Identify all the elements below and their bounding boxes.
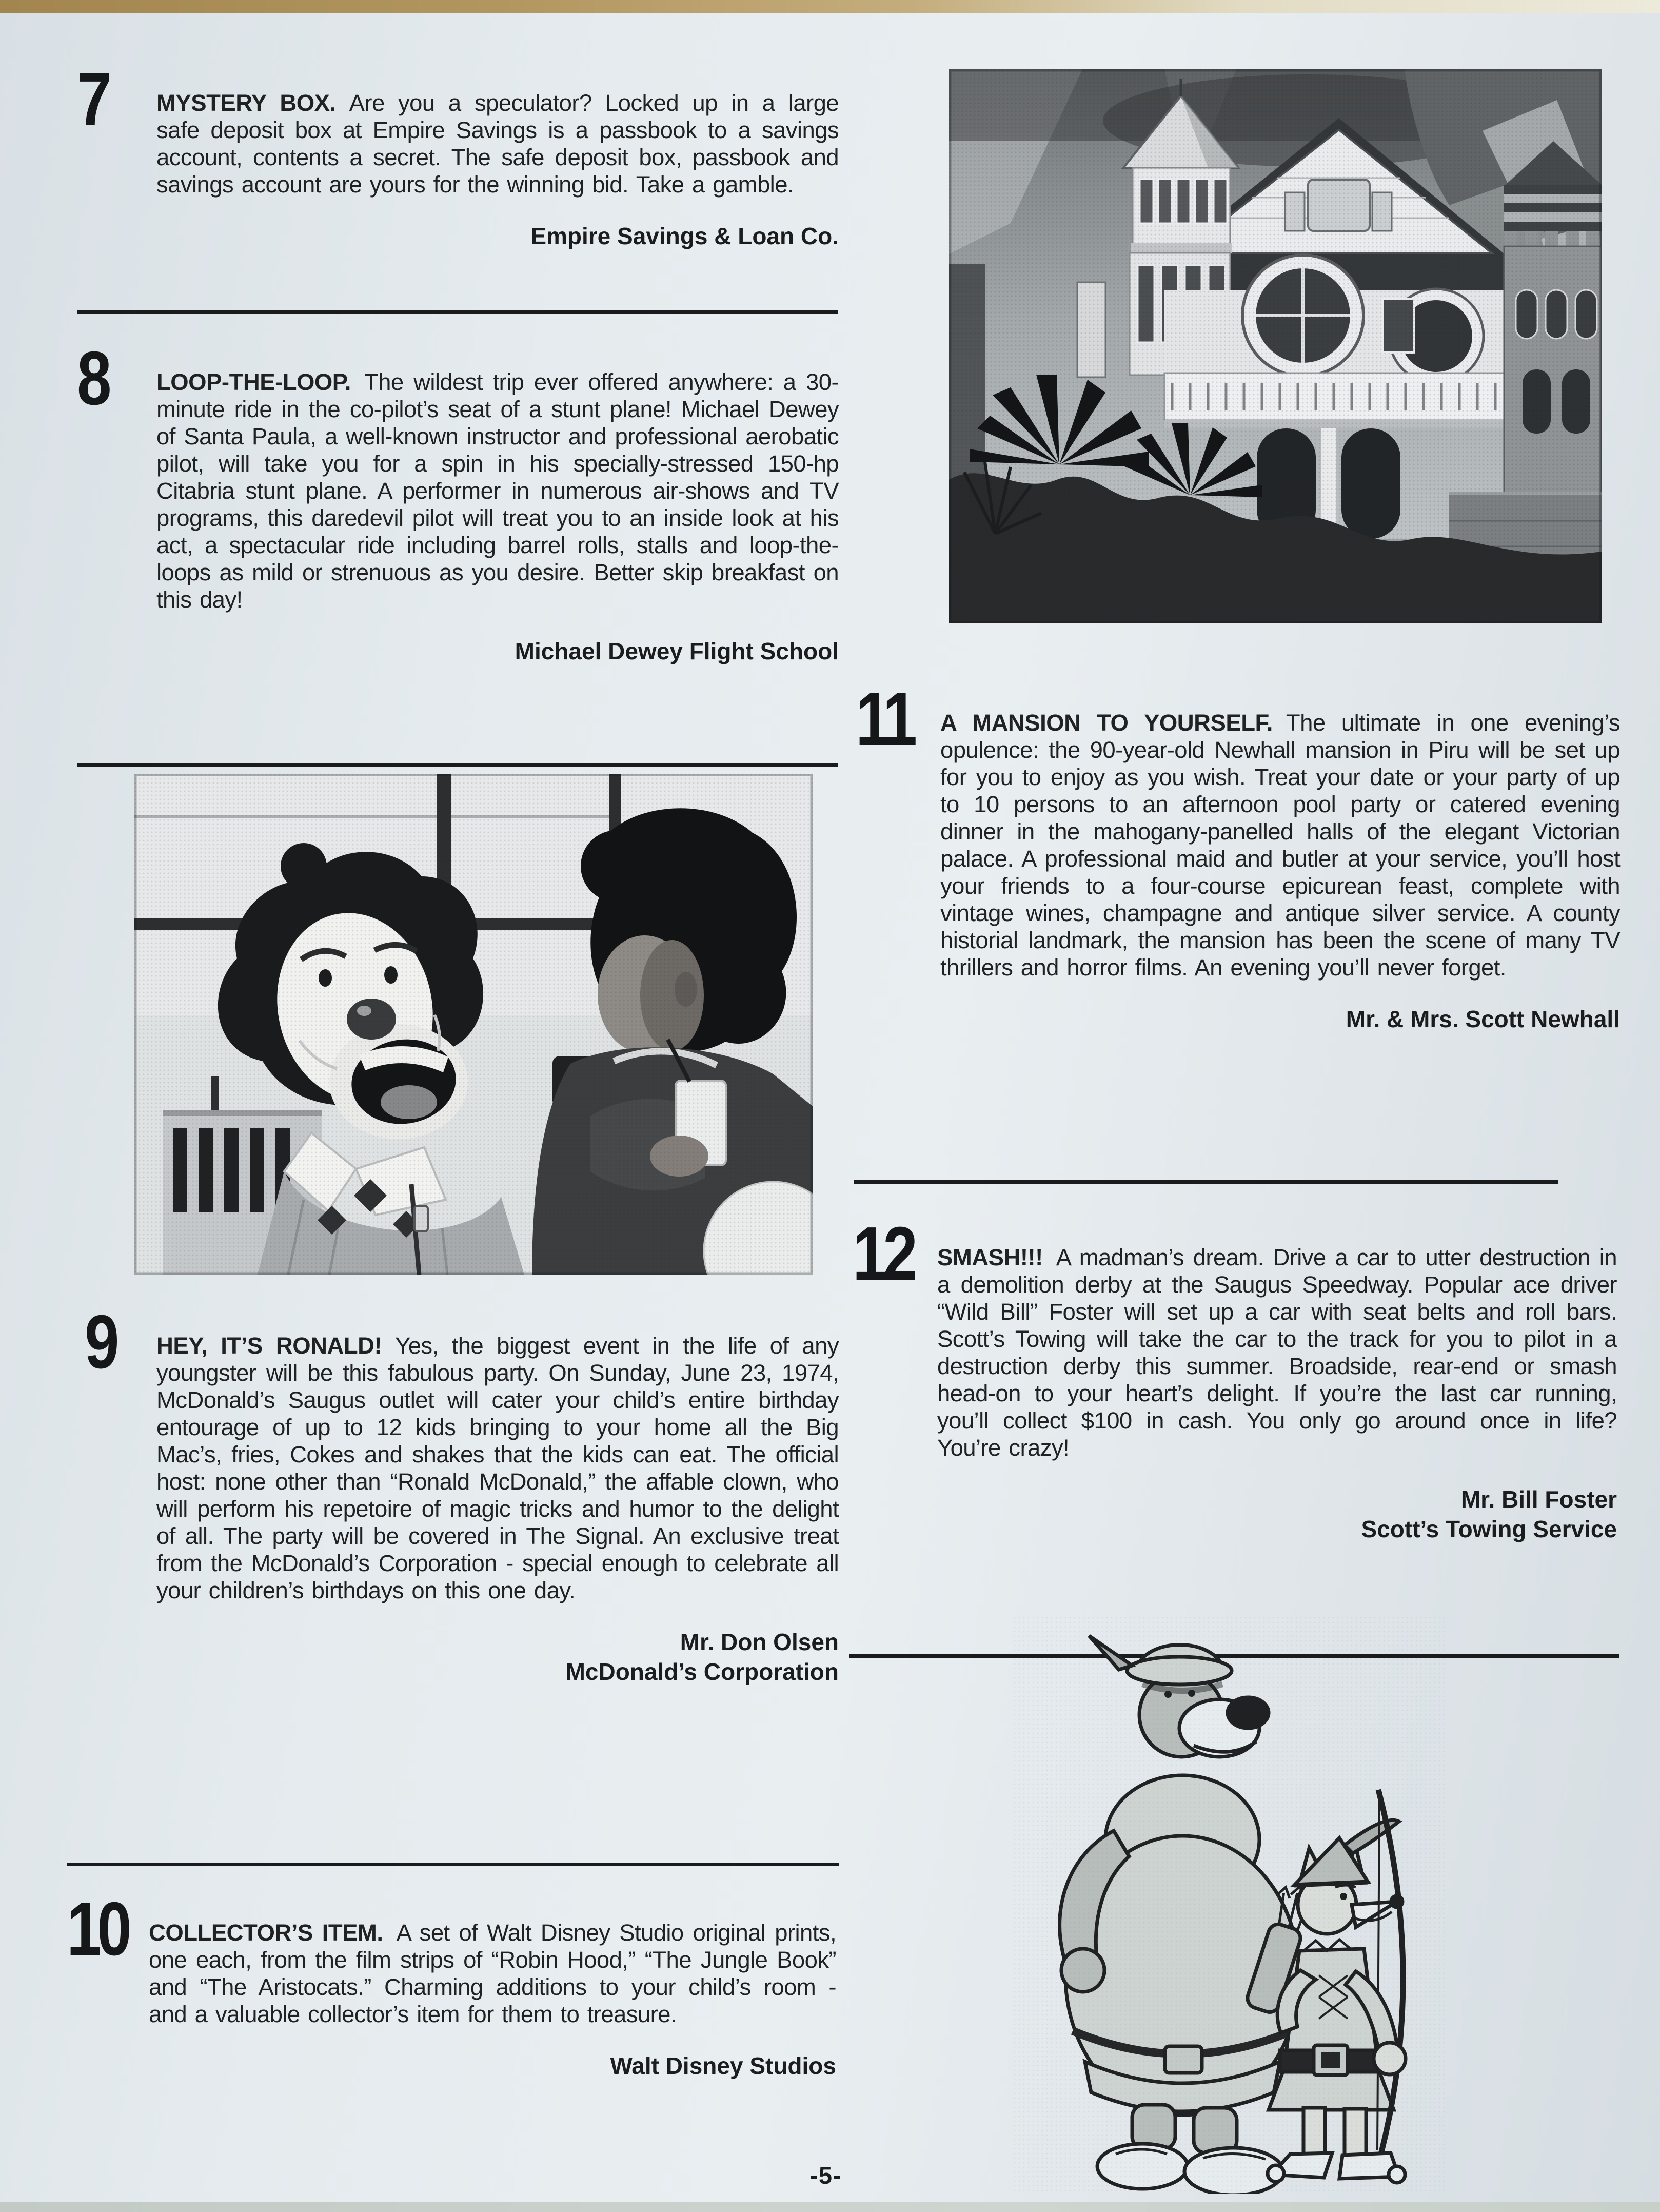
listing-10 <box>67 1887 839 2081</box>
listing-signature <box>937 1484 1643 1544</box>
signature-line: Scott’s Towing Service <box>1361 1516 1617 1542</box>
signature-line: Mr. Bill Foster <box>1460 1486 1617 1513</box>
listing-text <box>940 709 1620 981</box>
listing-text <box>156 89 839 198</box>
listing-body: The ultimate in one evening’s opulence: the 90-year-old Newhall mansion in Piru will be set up for you to enjoy as you wish. Treat your date or your party of up to 10 persons to an afternoon pool party or catered evening dinner in the mahogany-panelled halls of the elegant Victorian palace. A professional maid and butler at your service, you’ll host your friends to a four-course epicurean feast, complete with vintage wines, champagne and antique silver service. A county historial landmark, the mansion has been the scene of many TV thrillers and horror films. An evening you’ll never forget. <box>940 709 1620 981</box>
listing-title: COLLECTOR’S ITEM. <box>149 1919 383 1946</box>
page-number: -5- <box>809 2162 842 2189</box>
clown-photo <box>134 774 813 1275</box>
listing-number: 10 <box>67 1887 128 1971</box>
listing-12 <box>853 1211 1619 1544</box>
signature-line: Mr. Don Olsen <box>680 1629 839 1655</box>
listing-signature: Michael Dewey Flight School <box>515 638 839 664</box>
listing-body: Are you a speculator? Locked up in a large safe deposit box at Empire Savings is a passbook to a savings account, contents a secret. The safe deposit box, passbook and savings account are yours for the winning bid. Take a gamble. <box>156 89 839 198</box>
listing-title: SMASH!!! <box>937 1244 1043 1270</box>
divider-rule <box>77 310 838 314</box>
listing-number: 8 <box>77 336 108 421</box>
divider-rule <box>854 1180 1558 1184</box>
listing-number: 9 <box>85 1300 115 1384</box>
halftone-overlay <box>1013 1616 1447 2194</box>
listing-number: 12 <box>853 1211 914 1296</box>
halftone-overlay <box>134 774 813 1275</box>
listing-signature <box>156 1627 852 1687</box>
listing-signature: Walt Disney Studios <box>610 2052 836 2079</box>
listing-number: 11 <box>856 677 913 761</box>
listing-text <box>149 1919 836 2028</box>
divider-rule <box>77 763 838 767</box>
mansion-photo <box>949 69 1602 623</box>
listing-11 <box>856 677 1620 1034</box>
listing-9 <box>77 1300 839 1687</box>
listing-title: A MANSION TO YOURSELF. <box>940 709 1273 736</box>
listing-body: A set of Walt Disney Studio original prints, one each, from the film strips of “Robin Hood,” “The Jungle Book” and “The Aristocats.” Charming additions to your child’s room - and a valuable collector’s item for them to treasure. <box>149 1919 836 2027</box>
listing-body: A madman’s dream. Drive a car to utter destruction in a demolition derby at the Saugus Speedway. Popular ace driver “Wild Bill” Foster will set up a car with seat belts and roll bars. Scott’s Towing will take the car to the track for you to pilot in a destruction derby this summer. Broadside, rear-end or smash head-on to your heart’s delight. If you’re the last car running, you’ll collect $100 in cash. You only go around once in life? You’re crazy! <box>937 1244 1617 1461</box>
robin-hood-illustration <box>1013 1616 1447 2194</box>
listing-8 <box>77 336 839 666</box>
listing-text <box>156 368 839 613</box>
listing-7 <box>77 57 839 251</box>
listing-body: Yes, the biggest event in the life of any youngster will be this fabulous party. On Sunday, June 23, 1974, McDonald’s Saugus outlet will cater your child’s entire birthday entourage of up to 12 kids bringing to your home all the Big Mac’s, fries, Cokes and shakes that the kids can eat. The official host: none other than “Ronald McDonald,” the affable clown, who will perform his repetoire of magic tricks and humor to the delight of all. The party will be covered in The Signal. An exclusive treat from the McDonald’s Corporation - special enough to celebrate all your children’s birthdays on this one day. <box>156 1332 839 1603</box>
halftone-overlay <box>949 69 1602 623</box>
scan-edge-bottom <box>0 2202 1660 2212</box>
listing-title: HEY, IT’S RONALD! <box>156 1332 382 1359</box>
listing-text <box>937 1244 1617 1461</box>
listing-number: 7 <box>77 57 108 142</box>
signature-line: McDonald’s Corporation <box>565 1658 839 1685</box>
scan-edge-top <box>0 0 1660 13</box>
listing-text <box>156 1332 839 1604</box>
listing-signature: Mr. & Mrs. Scott Newhall <box>1346 1006 1620 1032</box>
listing-body: The wildest trip ever offered anywhere: a 30-minute ride in the co-pilot’s seat of a stunt plane! Michael Dewey of Santa Paula, a well-known instructor and professional aerobatic pilot, will take you for a spin in his specially-stressed 150-hp Citabria stunt plane. A performer in numerous air-shows and TV programs, this daredevil pilot will treat you to an inside look at his act, a spectacular ride including barrel rolls, stalls and loop-the-loops as mild or strenuous as you desire. Better skip breakfast on this day! <box>156 368 839 613</box>
listing-title: MYSTERY BOX. <box>156 89 336 116</box>
listing-signature: Empire Savings & Loan Co. <box>530 223 839 249</box>
listing-title: LOOP-THE-LOOP. <box>156 368 351 395</box>
divider-rule <box>67 1863 839 1866</box>
